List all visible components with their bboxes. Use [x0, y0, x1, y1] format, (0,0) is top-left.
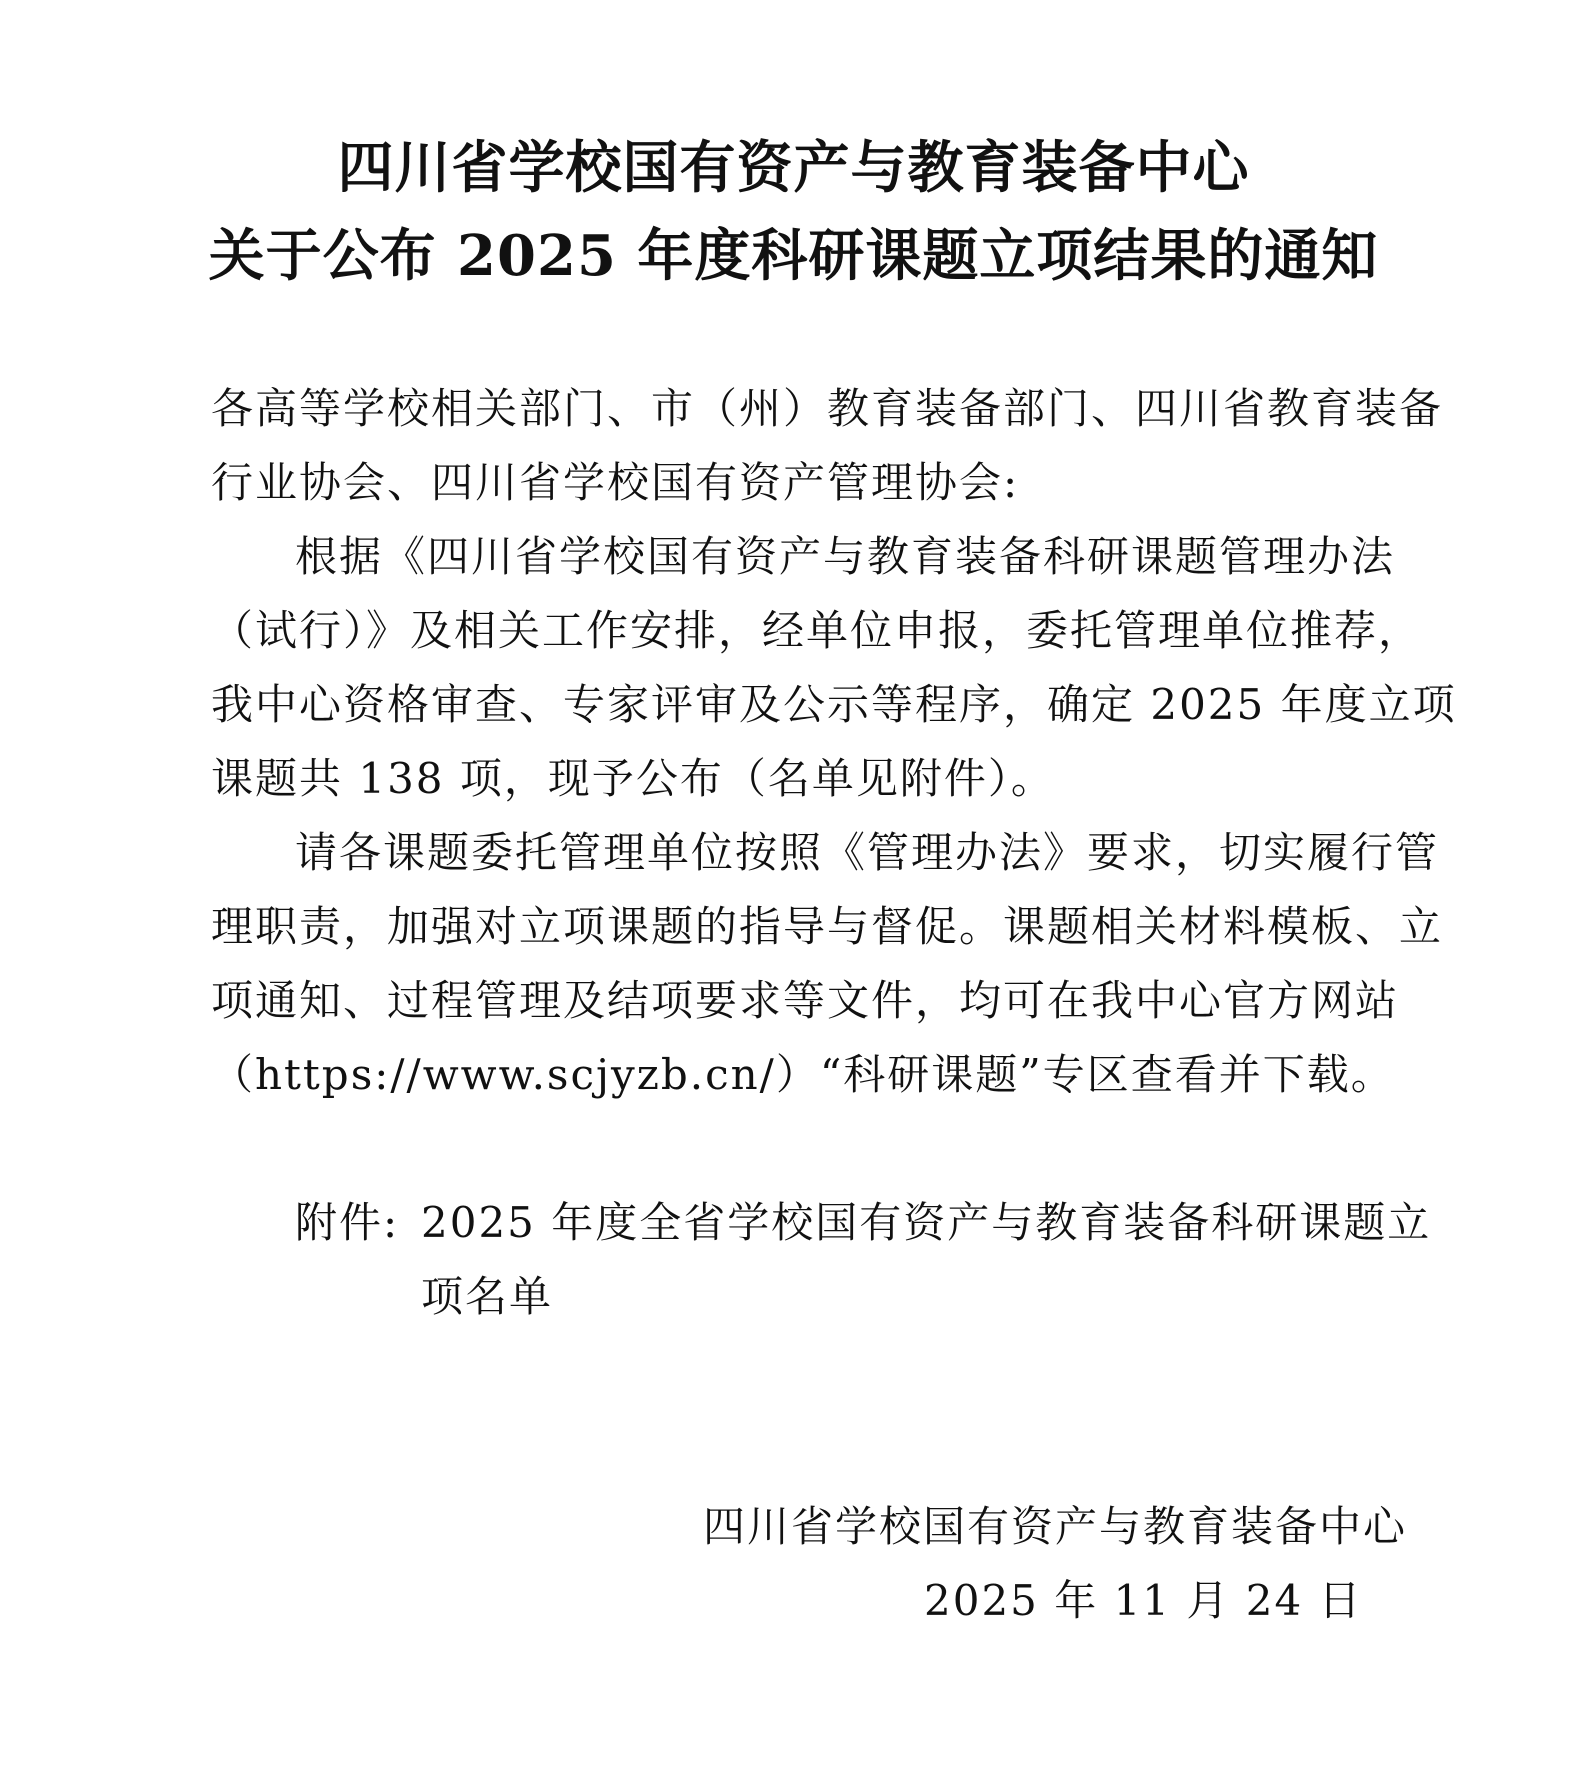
attachment-line-1: 2025 年度全省学校国有资产与教育装备科研课题立 [421, 1198, 1432, 1247]
signature-organization: 四川省学校国有资产与教育装备中心 [703, 1502, 1408, 1551]
signature-date: 2025 年 11 月 24 日 [924, 1576, 1363, 1625]
paragraph2-line-3: 项通知、过程管理及结项要求等文件，均可在我中心官方网站 [211, 976, 1400, 1025]
paragraph2-line-4[interactable]: （https://www.scjyzb.cn/）“科研课题”专区查看并下载。 [211, 1050, 1395, 1099]
salutation-line-2: 行业协会、四川省学校国有资产管理协会: [211, 458, 1020, 507]
paragraph1-line-3: 我中心资格审查、专家评审及公示等程序，确定 2025 年度立项 [211, 680, 1457, 729]
document-title-line-1: 四川省学校国有资产与教育装备中心 [337, 135, 1250, 201]
paragraph1-line-4: 课题共 138 项，现予公布（名单见附件）。 [211, 754, 1055, 803]
paragraph1-line-1: 根据《四川省学校国有资产与教育装备科研课题管理办法 [295, 532, 1396, 581]
paragraph2-line-2: 理职责，加强对立项课题的指导与督促。课题相关材料模板、立 [211, 902, 1444, 951]
salutation-line-1: 各高等学校相关部门、市（州）教育装备部门、四川省教育装备 [211, 384, 1444, 433]
document-title-line-2: 关于公布 2025 年度科研课题立项结果的通知 [208, 223, 1379, 289]
paragraph1-line-2: （试行）》及相关工作安排，经单位申报，委托管理单位推荐， [211, 606, 1423, 655]
paragraph2-line-1: 请各课题委托管理单位按照《管理办法》要求，切实履行管 [295, 828, 1440, 877]
attachment-line-2: 项名单 [421, 1272, 554, 1321]
attachment-label: 附件: [295, 1198, 400, 1247]
